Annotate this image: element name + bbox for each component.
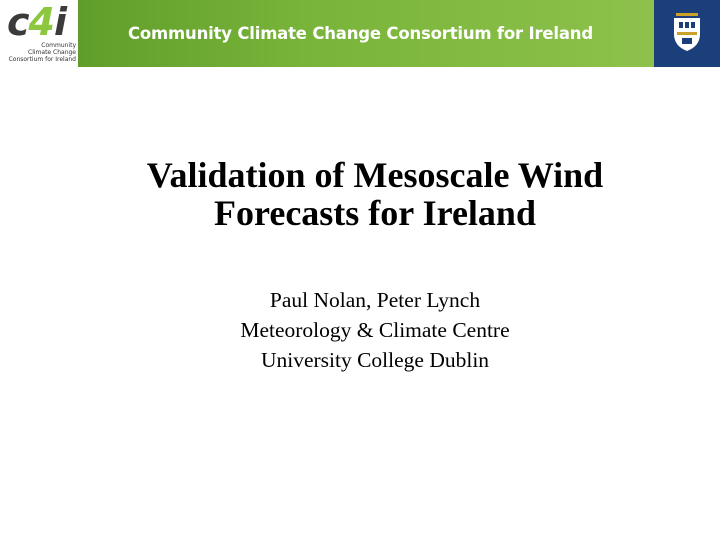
slide-title xyxy=(0,156,720,232)
banner-strip xyxy=(78,0,654,67)
header-banner xyxy=(0,0,720,67)
author-line: Meteorology & Climate Centre xyxy=(240,318,510,342)
author-line: Paul Nolan, Peter Lynch xyxy=(269,288,481,312)
slide-title-line: Forecasts for Ireland xyxy=(214,193,536,233)
author-line: University College Dublin xyxy=(260,348,490,372)
slide-title-line: Validation of Mesoscale Wind xyxy=(146,155,604,195)
slide-authors xyxy=(0,285,720,375)
banner-title: Community Climate Change Consortium for Ireland xyxy=(128,24,593,43)
ucd-crest-icon xyxy=(672,12,702,52)
c4i-logo xyxy=(0,0,78,67)
c4i-logo-text: c4i xyxy=(7,0,67,44)
ucd-logo xyxy=(654,0,720,67)
c4i-logo-subtitle: Community Climate Change Consortium for Ireland xyxy=(8,42,76,63)
